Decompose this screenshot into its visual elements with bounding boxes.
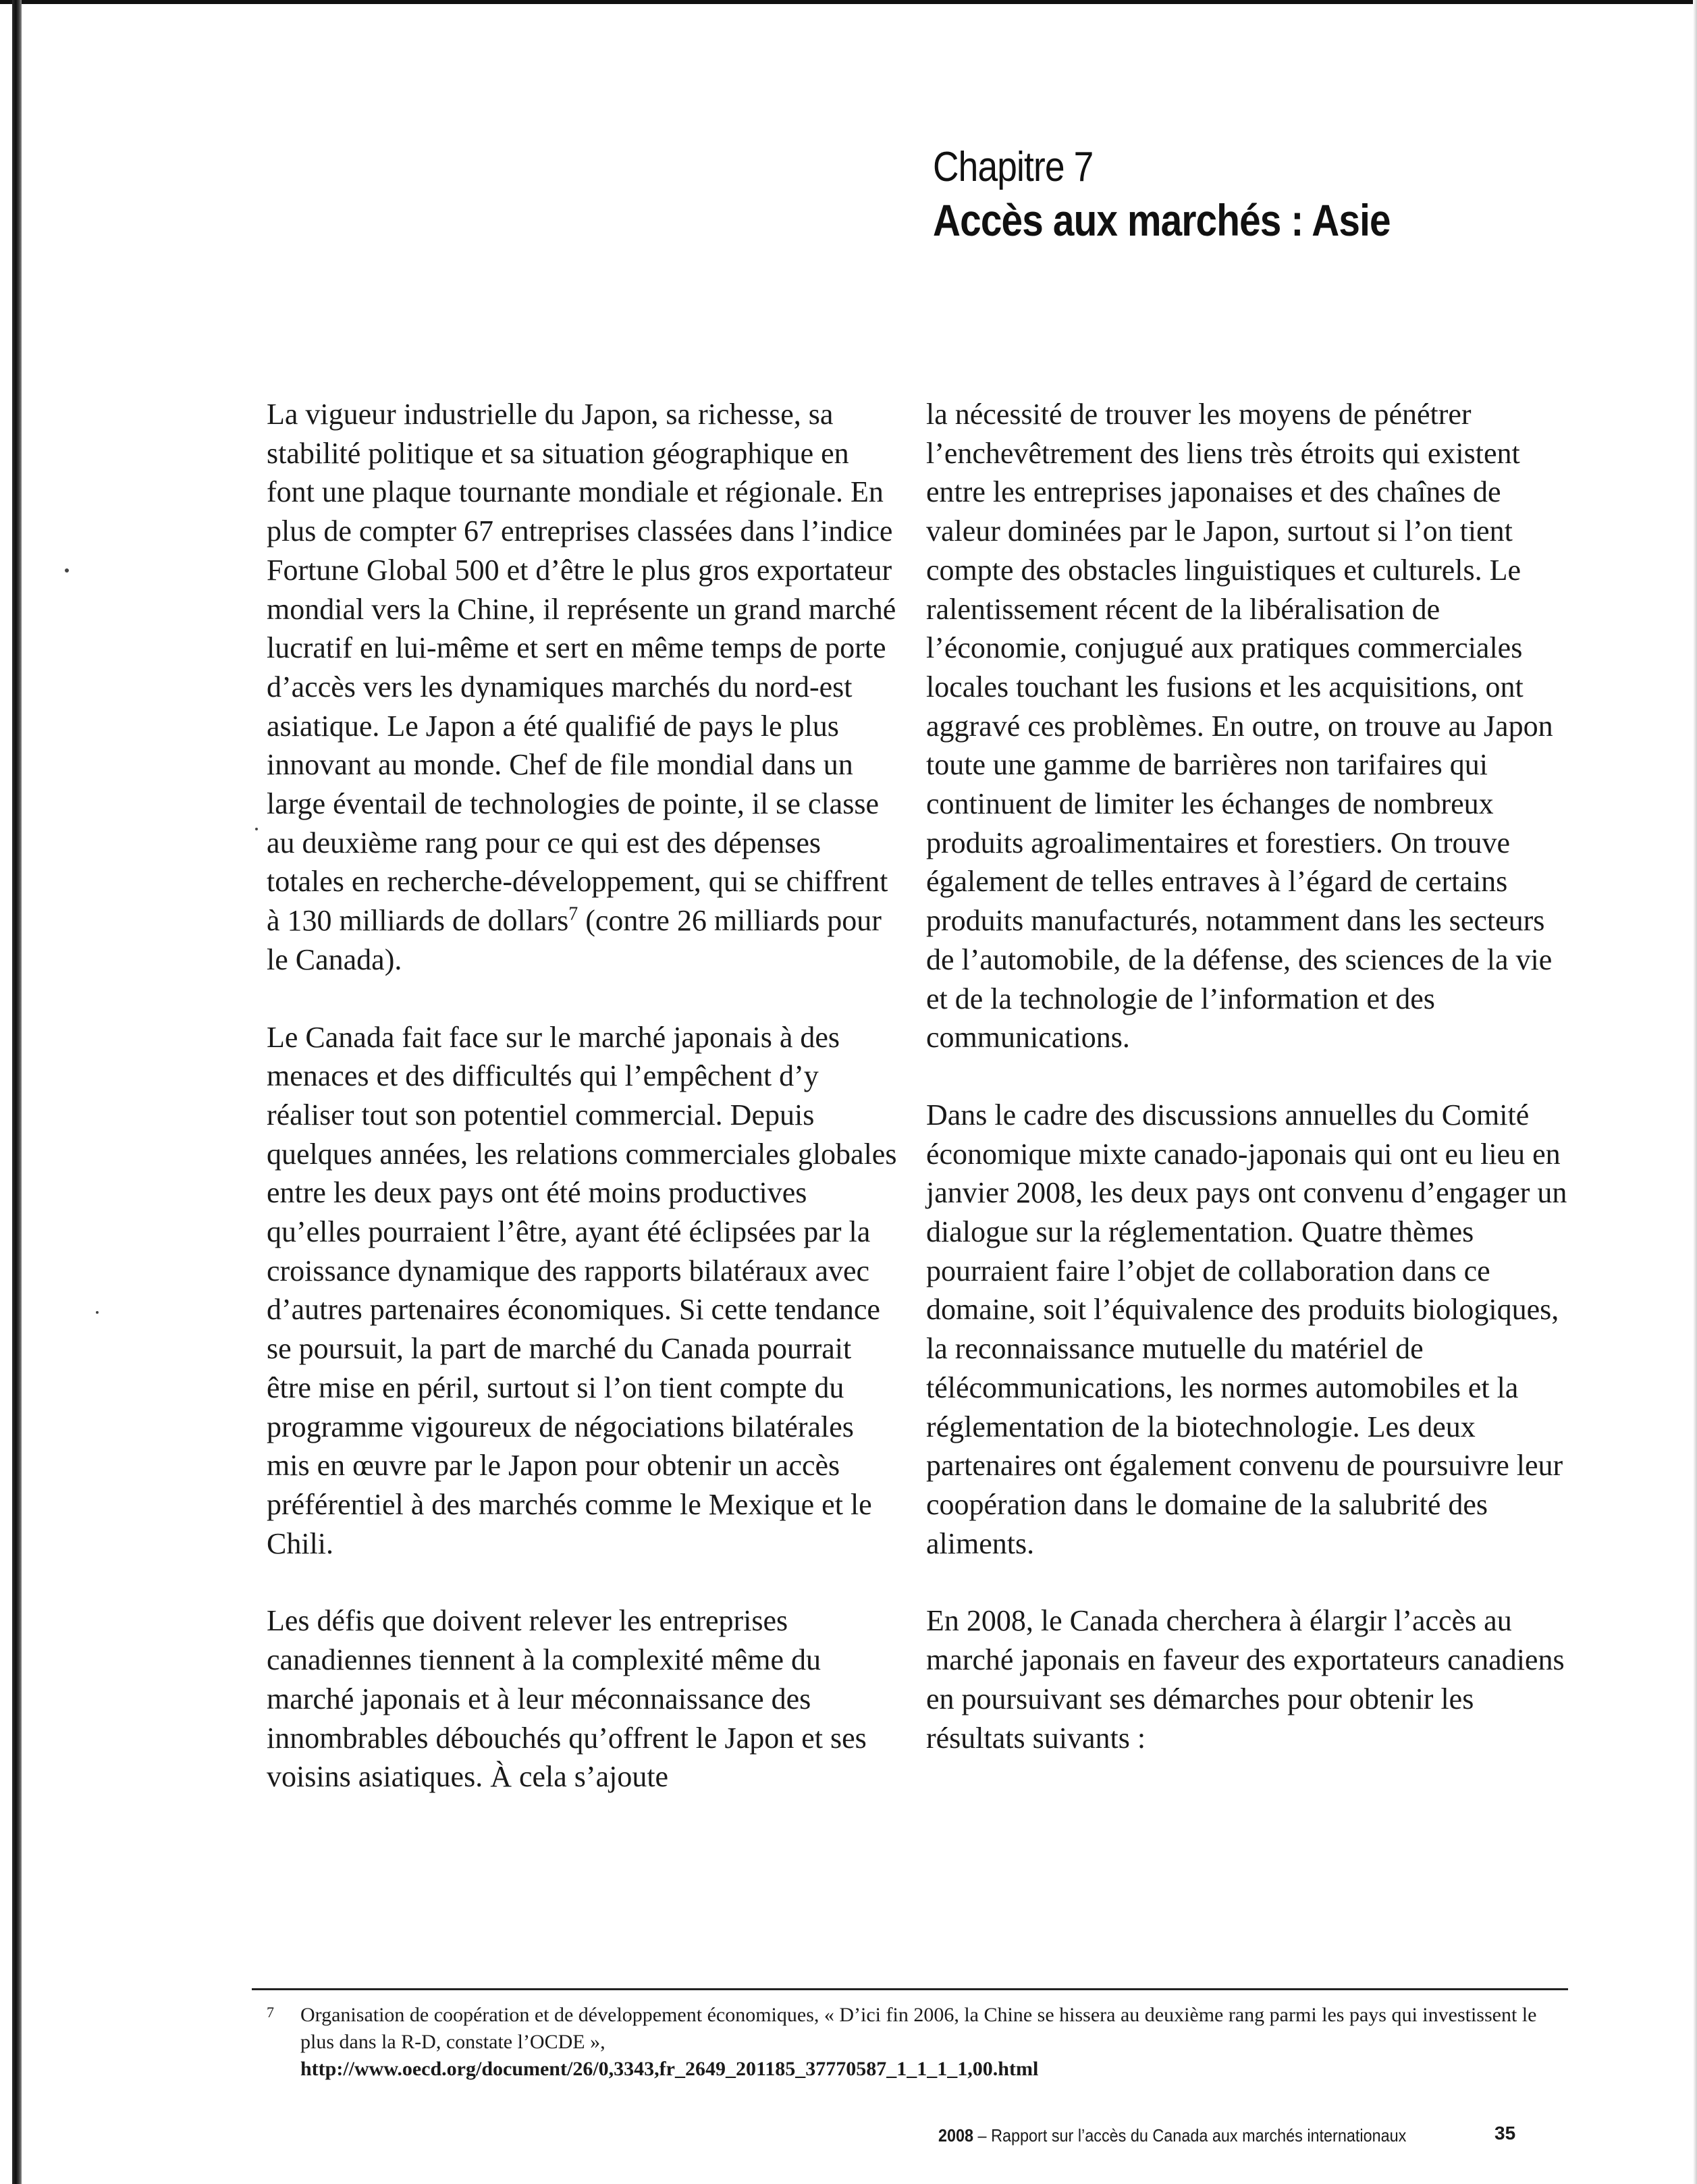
left-text-column — [267, 395, 901, 1796]
running-footer — [938, 2125, 1461, 2146]
scan-speck — [255, 828, 258, 830]
paragraph: Dans le cadre des discussions annuelles du Comité économique mixte canado-japonais qui ont eu lieu en janvier 2008, les deux pays ont convenu d’engager un dialogue sur la réglementation. Quatre thèmes pourraient faire l’objet de collaboration dans ce domaine, soit l’équivalence des produits biologiques, la reconnaissance mutuelle du matériel de télécommunications, les normes automobiles et la réglementation de la biotechnologie. Les deux partenaires ont également convenu de poursuivre leur coopération dans le domaine de la salubrité des aliments. — [926, 1098, 1567, 1560]
paragraph-text-tail: (contre 26 milliards pour le Canada). — [267, 904, 882, 976]
scan-top-border — [0, 0, 1697, 4]
footer-title: – Rapport sur l’accès du Canada aux marchés internationaux — [973, 2125, 1407, 2146]
paragraph: Le Canada fait face sur le marché japonais à des menaces et des difficultés qui l’empêchent d’y réaliser tout son potentiel commercial. Depuis quelques années, les relations commerciales globales entre les deux pays ont été moins productives qu’elles pourraient l’être, ayant été éclipsées par la croissance dynamique des rapports bilatéraux avec d’autres partenaires économiques. Si cette tendance se poursuit, la part de marché du Canada pourrait être mise en péril, surtout si l’on tient compte du programme vigoureux de négociations bilatérales mis en œuvre par le Japon pour obtenir un accès préférentiel à des marchés comme le Mexique et le Chili. — [267, 1020, 897, 1560]
footer-year: 2008 — [938, 2125, 974, 2146]
footnote-divider — [252, 1988, 1568, 1990]
paragraph-text: La vigueur industrielle du Japon, sa richesse, sa stabilité politique et sa situation géographique en font une plaque tournante mondiale et régionale. En plus de compter 67 entreprises classées dans l’indice Fortune Global 500 et d’être le plus gros exportateur mondial vers la Chine, il représente un grand marché lucratif en lui-même et sert en même temps de porte d’accès vers les dynamiques marchés du nord-est asiatique. Le Japon a été qualifié de pays le plus innovant au monde. Chef de file mondial dans un large éventail de technologies de pointe, il se classe au deuxième rang pour ce qui est des dépenses totales en recherche-développement, qui se chiffrent à 130 milliards de dollars — [267, 398, 896, 938]
scan-speck — [96, 1311, 99, 1314]
paragraph: la nécessité de trouver les moyens de pénétrer l’enchevêtrement des liens très étroits qui existent entre les entreprises japonaises et des chaînes de valeur dominées par le Japon, surtout si l’on tient compte des obstacles linguistiques et culturels. Le ralentissement récent de la libéralisation de l’économie, conjugué aux pratiques commerciales locales touchant les fusions et les acquisitions, ont aggravé ces problèmes. En outre, on trouve au Japon toute une gamme de barrières non tarifaires qui continuent de limiter les échanges de nombreux produits agroalimentaires et forestiers. On trouve également de telles entraves à l’égard de certains produits manufacturés, notamment dans les secteurs de l’automobile, de la défense, des sciences de la vie et de la technologie de l’information et des communications. — [926, 398, 1553, 1055]
right-text-column — [926, 395, 1567, 1757]
scan-right-edge — [1693, 0, 1697, 2184]
chapter-label: Chapitre 7 — [933, 144, 1094, 190]
paragraph: Les défis que doivent relever les entreprises canadiennes tiennent à la complexité même du marché japonais et à leur méconnaissance des innombrables débouchés qu’offrent le Japon et ses voisins asiatiques. À cela s’ajoute — [267, 1604, 867, 1794]
footnote-link[interactable]: http://www.oecd.org/document/26/0,3343,fr_2649_201185_37770587_1_1_1_1,00.html — [300, 2058, 1039, 2080]
footnote — [267, 2002, 1566, 2083]
footnote-reference: 7 — [568, 903, 578, 925]
chapter-title: Accès aux marchés : Asie — [933, 195, 1391, 245]
footnote-number: 7 — [267, 2004, 274, 2021]
page-number: 35 — [1494, 2123, 1516, 2143]
footnote-text: Organisation de coopération et de développement économiques, « D’ici fin 2006, la Chine se hissera au deuxième rang parmi les pays qui investissent le plus dans la R-D, constate l’OCDE », — [300, 2004, 1537, 2053]
scan-speck — [65, 568, 69, 572]
chapter-heading — [933, 142, 1465, 247]
paragraph: En 2008, le Canada cherchera à élargir l’accès au marché japonais en faveur des exportateurs canadiens en poursuivant ses démarches pour obtenir les résultats suivants : — [926, 1604, 1565, 1755]
paragraph — [267, 395, 901, 980]
scan-left-binding-edge — [12, 0, 22, 2184]
